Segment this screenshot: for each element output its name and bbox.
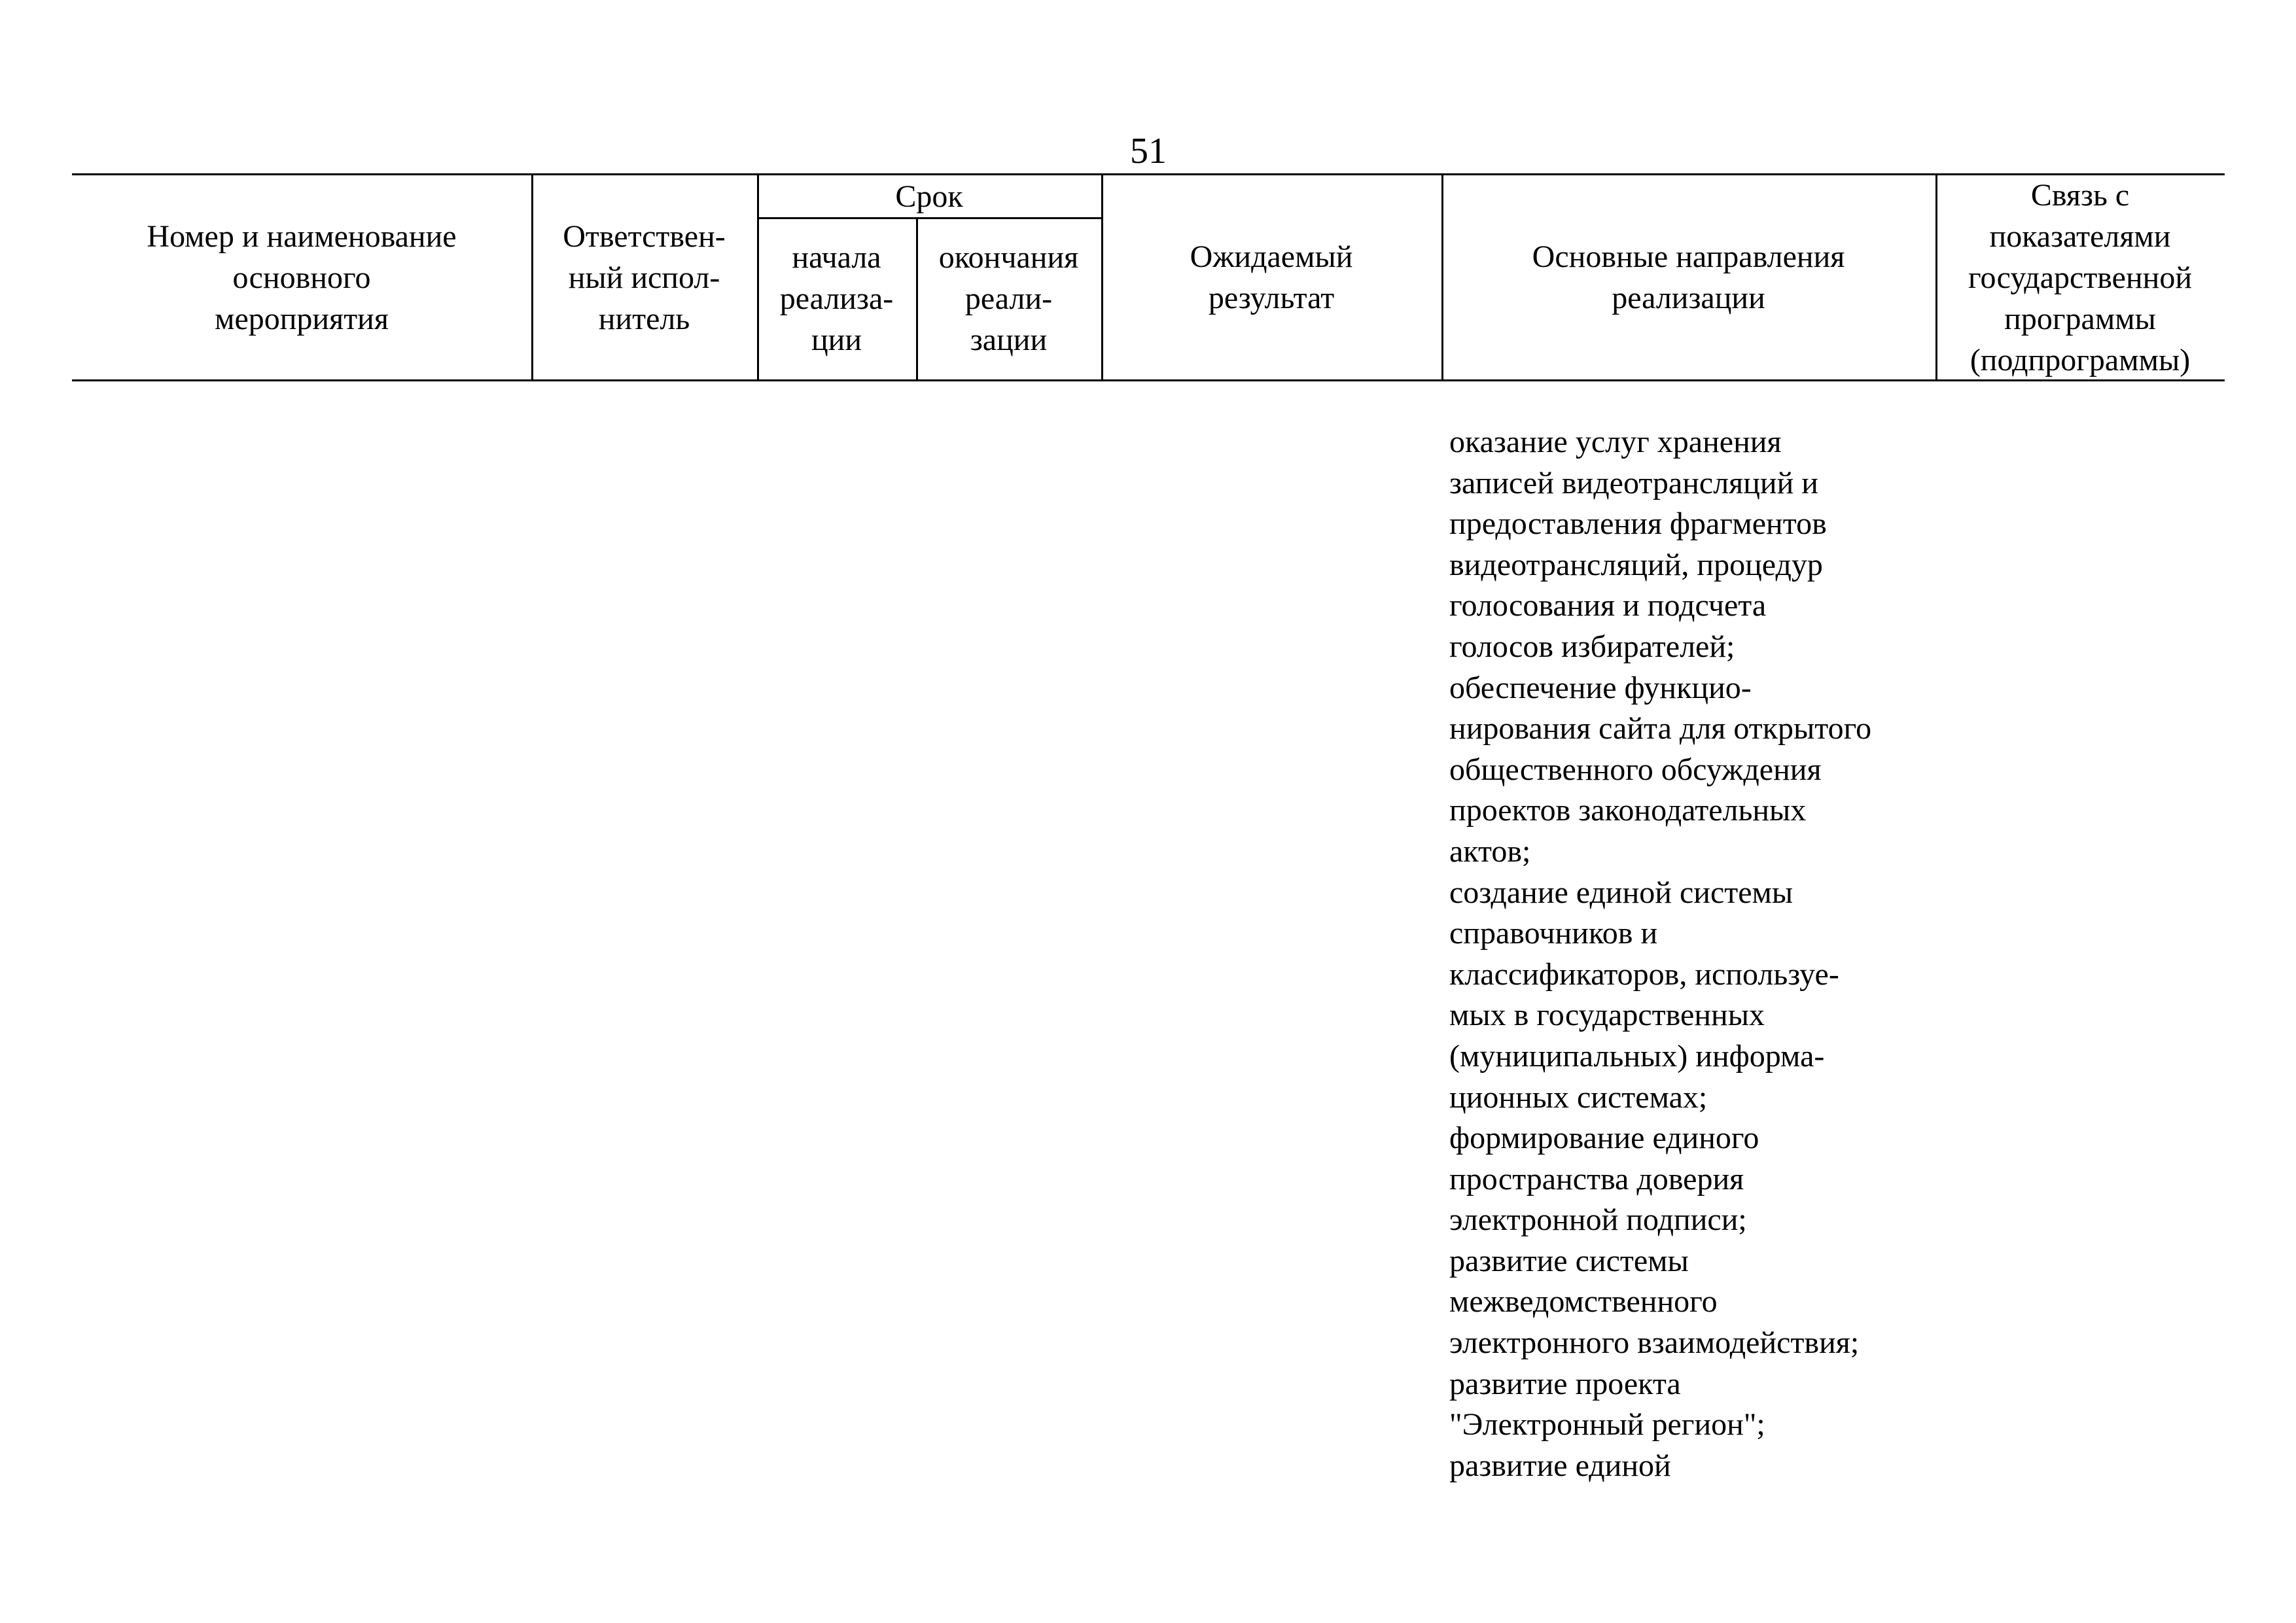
header-indicators-link-label: Связь с показателями государственной программы (подпрограммы)	[1968, 177, 2193, 377]
main-directions-cell: оказание услуг хранения записей видеотрансляций и предоставления фрагментов видеотрансляций, процедур голосования и подсчета голосов избирателей; обеспечение функцио- нирования сайта для открытого общественного обсуждения проектов законодательных актов; создание единой системы справочников и классификаторов, используе- мых в государственных (муниципальных) информа- ционных системах; формирование единого пространства доверия электронной подписи; развитие системы межведомственного электронного взаимодействия; развитие проекта "Электронный регион"; развитие единой	[1449, 425, 1872, 1483]
header-activity-name	[72, 175, 531, 379]
table-header	[72, 173, 2225, 381]
page-number: 51	[1130, 131, 1167, 171]
header-end-label: окончания реали- зации	[938, 239, 1079, 357]
header-start	[757, 217, 916, 379]
header-expected-result	[1101, 175, 1441, 379]
header-indicators-link	[1935, 175, 2225, 379]
header-main-directions-label: Основные направления реализации	[1532, 239, 1845, 315]
header-srok	[757, 175, 1101, 217]
header-end	[916, 217, 1101, 379]
header-expected-result-label: Ожидаемый результат	[1190, 239, 1353, 315]
header-srok-label: Срок	[895, 179, 963, 214]
header-activity-name-label: Номер и наименование основного мероприятия	[147, 218, 457, 336]
header-main-directions	[1441, 175, 1935, 379]
header-start-label: начала реализа- ции	[779, 239, 894, 357]
header-responsible	[531, 175, 757, 379]
header-responsible-label: Ответствен- ный испол- нитель	[563, 218, 726, 336]
